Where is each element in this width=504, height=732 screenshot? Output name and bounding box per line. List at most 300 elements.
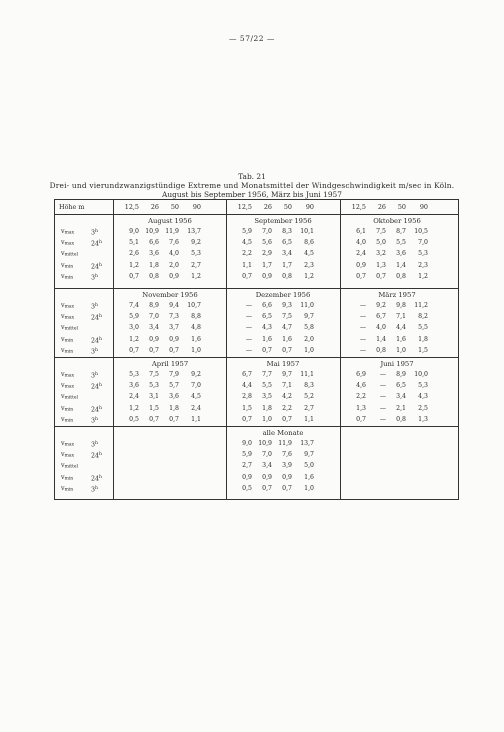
value-cell: 1,8 — [418, 335, 428, 343]
row-label — [61, 440, 74, 450]
row-duration — [91, 228, 98, 238]
row-divider — [55, 426, 458, 427]
value-cell: 7,0 — [262, 451, 272, 459]
table-number: Tab. 21 — [238, 172, 266, 181]
page-number: — 57/22 — — [229, 34, 275, 43]
row-duration — [91, 239, 102, 249]
label-sub: max — [64, 230, 75, 236]
value-cell: 6,9 — [356, 371, 366, 378]
row-divider — [55, 214, 458, 215]
value-cell: 4,8 — [191, 324, 201, 332]
value-cell: 0,7 — [169, 415, 179, 423]
value-cell: 0,8 — [376, 346, 386, 354]
value-cell: 9,2 — [191, 239, 201, 247]
label-sub: min — [64, 476, 74, 482]
value-cell: 2,4 — [191, 404, 201, 412]
label-v: v — [61, 382, 65, 390]
duration-value: 3 — [91, 441, 96, 449]
height-header: 50 — [170, 203, 179, 211]
month-title: alle Monate — [262, 429, 304, 437]
value-cell: 1,2 — [418, 272, 428, 280]
value-cell: 5,0 — [376, 239, 386, 247]
row-label — [61, 273, 73, 283]
label-v: v — [61, 473, 65, 481]
row-divider — [55, 288, 458, 289]
label-sub: mittel — [64, 464, 78, 470]
duration-unit: h — [95, 485, 98, 491]
row-duration — [91, 371, 98, 381]
value-cell: 9,7 — [304, 451, 314, 459]
month-title: März 1957 — [378, 291, 416, 299]
label-v: v — [61, 415, 65, 423]
duration-unit: h — [99, 383, 102, 389]
height-header: 90 — [305, 203, 314, 211]
value-cell: 3,4 — [149, 324, 159, 332]
duration-unit: h — [95, 372, 98, 377]
value-cell: 4,4 — [396, 324, 406, 332]
value-cell: 2,0 — [304, 335, 314, 343]
wind-speed-table — [54, 199, 459, 500]
value-cell: 3,4 — [262, 462, 272, 470]
label-v: v — [61, 440, 65, 447]
row-label — [61, 393, 78, 403]
label-v: v — [61, 272, 65, 280]
label-sub: max — [64, 442, 75, 448]
value-cell: 6,5 — [396, 382, 406, 390]
label-v: v — [61, 313, 65, 321]
label-v: v — [61, 484, 65, 492]
label-sub: min — [64, 349, 74, 355]
table-title: Drei- und vierundzwanzigstündige Extreme und Monatsmittel der Windgeschwindigkeit m/sec in Köln. — [49, 181, 455, 190]
value-cell: 6,6 — [262, 302, 272, 309]
table-caption — [0, 172, 504, 199]
value-cell: 9,3 — [282, 302, 292, 309]
value-cell: 0,7 — [242, 272, 252, 280]
value-cell: 11,9 — [278, 440, 292, 447]
label-sub: mittel — [64, 395, 78, 401]
row-duration — [91, 313, 102, 323]
value-cell: 4,3 — [262, 324, 272, 332]
label-v: v — [61, 239, 65, 247]
value-cell: 10,9 — [258, 440, 272, 447]
value-cell: 7,5 — [376, 228, 386, 235]
value-cell: 2,6 — [129, 250, 139, 258]
value-cell: 1,6 — [396, 335, 406, 343]
value-cell: 0,9 — [169, 272, 179, 280]
label-v: v — [61, 393, 65, 401]
value-cell: 5,5 — [396, 239, 406, 247]
value-cell: 4,4 — [242, 382, 252, 390]
month-title: Oktober 1956 — [373, 217, 421, 225]
value-cell: 5,0 — [304, 462, 314, 470]
value-cell: 0,8 — [282, 272, 292, 280]
value-cell: 0,9 — [242, 473, 252, 481]
value-cell: 3,1 — [149, 393, 159, 401]
value-cell: — — [245, 313, 252, 321]
value-cell: 2,3 — [304, 261, 314, 269]
row-duration — [91, 440, 98, 450]
height-header: 90 — [419, 203, 428, 211]
value-cell: 1,1 — [242, 261, 252, 269]
value-cell: 3,4 — [282, 250, 292, 258]
value-cell: 0,7 — [282, 484, 292, 492]
value-cell: 2,5 — [418, 404, 428, 412]
row-duration — [91, 336, 102, 346]
row-label — [61, 302, 74, 312]
value-cell: 7,0 — [262, 228, 272, 235]
value-cell: 4,7 — [282, 324, 292, 332]
value-cell: 4,5 — [191, 393, 201, 401]
duration-value: 24 — [91, 452, 100, 460]
hoehe-label: Höhe m — [59, 203, 85, 211]
label-v: v — [61, 462, 65, 470]
value-cell: 7,1 — [282, 382, 292, 390]
label-v: v — [61, 324, 65, 332]
value-cell: 1,2 — [129, 335, 139, 343]
value-cell: — — [379, 393, 386, 401]
value-cell: 5,5 — [418, 324, 428, 332]
value-cell: 9,7 — [304, 313, 314, 321]
value-cell: — — [245, 335, 252, 343]
value-cell: 1,7 — [282, 261, 292, 269]
value-cell: 3,6 — [149, 250, 159, 258]
label-v: v — [61, 250, 65, 258]
value-cell: 11,2 — [414, 302, 428, 309]
duration-unit: h — [95, 416, 98, 422]
value-cell: 2,7 — [191, 261, 201, 269]
duration-value: 3 — [91, 274, 96, 282]
table-subtitle: August bis September 1956, März bis Juni 1957 — [162, 190, 342, 199]
value-cell: 2,3 — [418, 261, 428, 269]
row-label — [61, 262, 73, 272]
value-cell: 1,5 — [418, 346, 428, 354]
label-v: v — [61, 302, 65, 309]
row-duration — [91, 347, 98, 357]
value-cell: 1,5 — [149, 404, 159, 412]
duration-unit: h — [95, 303, 98, 308]
value-cell: 3,5 — [262, 393, 272, 401]
label-sub: max — [64, 384, 75, 390]
value-cell: 2,4 — [356, 250, 366, 258]
value-cell: 5,7 — [169, 382, 179, 390]
value-cell: 7,7 — [262, 371, 272, 378]
row-label — [61, 451, 74, 461]
duration-unit: h — [99, 452, 102, 458]
duration-unit: h — [95, 347, 98, 353]
value-cell: 0,5 — [129, 415, 139, 423]
height-header: 12,5 — [124, 203, 139, 211]
value-cell: — — [245, 346, 252, 354]
month-title: Juni 1957 — [380, 360, 414, 368]
value-cell: 7,0 — [149, 313, 159, 321]
label-sub: max — [64, 241, 75, 247]
value-cell: 3,7 — [169, 324, 179, 332]
value-cell: 7,3 — [169, 313, 179, 321]
value-cell: 0,9 — [149, 335, 159, 343]
label-sub: min — [64, 275, 74, 281]
duration-unit: h — [95, 441, 98, 446]
value-cell: 1,2 — [129, 404, 139, 412]
duration-unit: h — [95, 229, 98, 234]
duration-unit: h — [99, 336, 102, 342]
value-cell: — — [359, 346, 366, 354]
value-cell: 0,9 — [169, 335, 179, 343]
value-cell: 7,6 — [169, 239, 179, 247]
value-cell: 0,5 — [242, 484, 252, 492]
duration-value: 24 — [91, 263, 100, 271]
value-cell: 6,1 — [356, 228, 366, 235]
value-cell: 1,1 — [191, 415, 201, 423]
month-title: August 1956 — [148, 217, 192, 225]
value-cell: 1,8 — [149, 261, 159, 269]
value-cell: 2,7 — [242, 462, 252, 470]
row-duration — [91, 485, 98, 495]
label-sub: max — [64, 304, 75, 310]
value-cell: 1,6 — [282, 335, 292, 343]
row-duration — [91, 273, 98, 283]
value-cell: — — [359, 335, 366, 343]
value-cell: 3,6 — [129, 382, 139, 390]
duration-unit: h — [99, 474, 102, 480]
value-cell: 6,5 — [262, 313, 272, 321]
value-cell: 0,7 — [149, 346, 159, 354]
label-sub: min — [64, 264, 74, 270]
label-sub: mittel — [64, 252, 78, 258]
value-cell: 0,7 — [262, 484, 272, 492]
value-cell: 7,5 — [282, 313, 292, 321]
height-header: 26 — [263, 203, 272, 211]
value-cell: 0,8 — [396, 415, 406, 423]
value-cell: 0,7 — [356, 272, 366, 280]
label-sub: min — [64, 418, 74, 424]
value-cell: 11,0 — [300, 302, 314, 309]
label-v: v — [61, 451, 65, 459]
month-title: Dezember 1956 — [255, 291, 311, 299]
duration-value: 3 — [91, 486, 96, 494]
value-cell: — — [359, 324, 366, 332]
month-title: November 1956 — [142, 291, 198, 299]
value-cell: 3,9 — [282, 462, 292, 470]
row-duration — [91, 302, 98, 312]
label-v: v — [61, 261, 65, 269]
value-cell: 13,7 — [187, 228, 201, 235]
label-v: v — [61, 371, 65, 378]
column-divider — [340, 200, 341, 499]
value-cell: 1,0 — [191, 346, 201, 354]
row-divider — [55, 357, 458, 358]
value-cell: 0,7 — [129, 272, 139, 280]
duration-unit: h — [99, 405, 102, 411]
duration-value: 24 — [91, 383, 100, 391]
value-cell: 5,3 — [149, 382, 159, 390]
value-cell: 2,2 — [282, 404, 292, 412]
duration-value: 24 — [91, 337, 100, 345]
row-duration — [91, 451, 102, 461]
value-cell: — — [379, 415, 386, 423]
duration-value: 3 — [91, 372, 96, 380]
value-cell: 6,5 — [282, 239, 292, 247]
value-cell: 9,2 — [376, 302, 386, 309]
value-cell: 1,3 — [376, 261, 386, 269]
month-title: Mai 1957 — [266, 360, 300, 368]
value-cell: 1,0 — [304, 484, 314, 492]
value-cell: 10,9 — [145, 228, 159, 235]
value-cell: 1,4 — [396, 261, 406, 269]
value-cell: 7,5 — [149, 371, 159, 378]
value-cell: 7,0 — [191, 382, 201, 390]
value-cell: 0,7 — [262, 346, 272, 354]
column-divider — [226, 200, 227, 499]
value-cell: 1,1 — [304, 415, 314, 423]
value-cell: 4,5 — [304, 250, 314, 258]
row-duration — [91, 416, 98, 426]
value-cell: 5,1 — [129, 239, 139, 247]
height-header: 50 — [397, 203, 406, 211]
value-cell: 3,6 — [169, 393, 179, 401]
value-cell: 5,8 — [304, 324, 314, 332]
value-cell: 3,4 — [396, 393, 406, 401]
value-cell: — — [379, 382, 386, 390]
value-cell: 8,3 — [304, 382, 314, 390]
label-v: v — [61, 228, 65, 235]
value-cell: 0,7 — [149, 415, 159, 423]
value-cell: 4,3 — [418, 393, 428, 401]
row-label — [61, 239, 74, 249]
value-cell: 1,6 — [191, 335, 201, 343]
value-cell: 6,7 — [376, 313, 386, 321]
value-cell: 1,6 — [262, 335, 272, 343]
row-duration — [91, 405, 102, 415]
row-duration — [91, 262, 102, 272]
label-sub: min — [64, 407, 74, 413]
value-cell: 0,8 — [149, 272, 159, 280]
label-sub: max — [64, 315, 75, 321]
value-cell: 8,3 — [282, 228, 292, 235]
value-cell: 5,9 — [129, 313, 139, 321]
value-cell: 5,5 — [262, 382, 272, 390]
value-cell: 2,9 — [262, 250, 272, 258]
value-cell: 3,0 — [129, 324, 139, 332]
height-header: 12,5 — [237, 203, 252, 211]
duration-value: 24 — [91, 475, 100, 483]
value-cell: 7,4 — [129, 302, 139, 309]
duration-value: 24 — [91, 240, 100, 248]
value-cell: — — [359, 313, 366, 321]
value-cell: 9,0 — [129, 228, 139, 235]
row-label — [61, 250, 78, 260]
column-divider — [113, 200, 114, 499]
row-label — [61, 347, 73, 357]
month-title: September 1956 — [254, 217, 312, 225]
value-cell: 1,4 — [376, 335, 386, 343]
value-cell: — — [245, 302, 252, 309]
value-cell: 9,0 — [242, 440, 252, 447]
value-cell: 2,7 — [304, 404, 314, 412]
duration-unit: h — [99, 262, 102, 268]
value-cell: 2,0 — [169, 261, 179, 269]
value-cell: 0,8 — [396, 272, 406, 280]
row-label — [61, 485, 73, 495]
label-sub: min — [64, 338, 74, 344]
duration-value: 3 — [91, 417, 96, 425]
value-cell: 5,3 — [418, 382, 428, 390]
value-cell: 10,5 — [414, 228, 428, 235]
value-cell: 6,7 — [242, 371, 252, 378]
value-cell: 2,8 — [242, 393, 252, 401]
value-cell: 0,9 — [262, 272, 272, 280]
value-cell: 10,7 — [187, 302, 201, 309]
value-cell: 11,1 — [300, 371, 314, 378]
value-cell: 0,7 — [169, 346, 179, 354]
value-cell: 1,8 — [169, 404, 179, 412]
value-cell: 1,8 — [262, 404, 272, 412]
value-cell: 9,4 — [169, 302, 179, 309]
label-sub: max — [64, 453, 75, 459]
row-label — [61, 405, 73, 415]
value-cell: 1,0 — [304, 346, 314, 354]
value-cell: 1,0 — [396, 346, 406, 354]
value-cell: — — [245, 324, 252, 332]
value-cell: 7,9 — [169, 371, 179, 378]
value-cell: 0,7 — [376, 272, 386, 280]
value-cell: 0,9 — [262, 473, 272, 481]
row-label — [61, 336, 73, 346]
value-cell: 0,9 — [356, 261, 366, 269]
duration-value: 24 — [91, 406, 100, 414]
row-label — [61, 228, 74, 238]
value-cell: 9,8 — [396, 302, 406, 309]
value-cell: 1,3 — [356, 404, 366, 412]
height-header: 12,5 — [351, 203, 366, 211]
row-label — [61, 462, 78, 472]
value-cell: 4,0 — [356, 239, 366, 247]
value-cell: 1,2 — [129, 261, 139, 269]
value-cell: — — [359, 302, 366, 309]
value-cell: 1,6 — [304, 473, 314, 481]
value-cell: 8,7 — [396, 228, 406, 235]
value-cell: 5,3 — [129, 371, 139, 378]
value-cell: 2,2 — [356, 393, 366, 401]
value-cell: 3,6 — [396, 250, 406, 258]
value-cell: 0,7 — [282, 346, 292, 354]
value-cell: 4,2 — [282, 393, 292, 401]
value-cell: 10,0 — [414, 371, 428, 378]
value-cell: 1,3 — [418, 415, 428, 423]
value-cell: 4,5 — [242, 239, 252, 247]
label-v: v — [61, 346, 65, 354]
value-cell: 9,2 — [191, 371, 201, 378]
value-cell: 7,0 — [418, 239, 428, 247]
row-label — [61, 474, 73, 484]
month-title: April 1957 — [151, 360, 189, 368]
duration-value: 3 — [91, 229, 96, 237]
value-cell: — — [379, 371, 386, 378]
duration-value: 3 — [91, 303, 96, 311]
value-cell: 3,2 — [376, 250, 386, 258]
height-header: 90 — [192, 203, 201, 211]
row-label — [61, 416, 73, 426]
value-cell: 9,7 — [282, 371, 292, 378]
row-label — [61, 371, 74, 381]
row-duration — [91, 474, 102, 484]
value-cell: 8,9 — [149, 302, 159, 309]
row-label — [61, 313, 74, 323]
value-cell: 5,2 — [304, 393, 314, 401]
label-sub: max — [64, 373, 75, 379]
value-cell: 2,4 — [129, 393, 139, 401]
height-header: 26 — [150, 203, 159, 211]
row-duration — [91, 382, 102, 392]
